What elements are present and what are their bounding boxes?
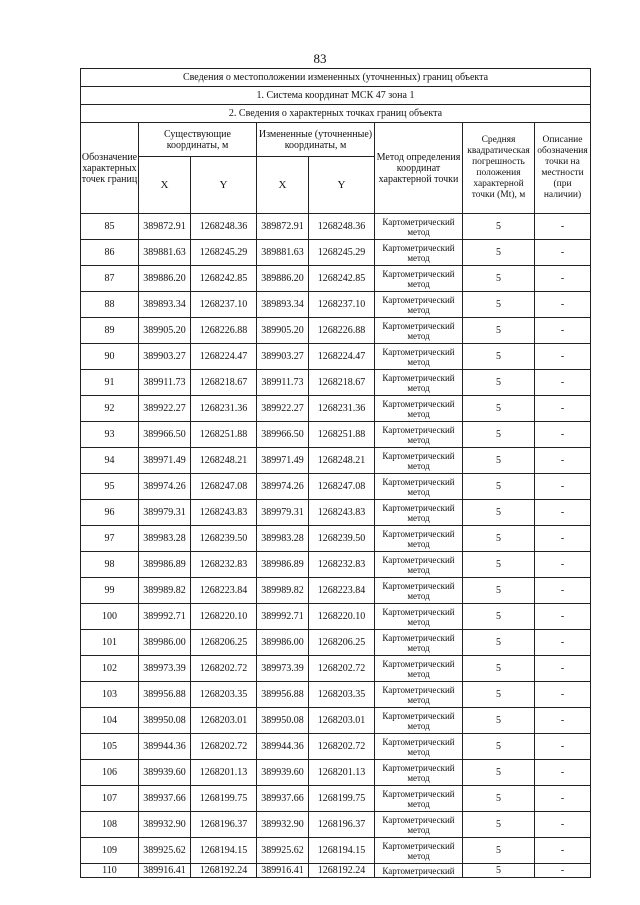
cell-existing-y: 1268201.13 — [191, 760, 257, 786]
table-row — [81, 630, 591, 656]
cell-point-id: 96 — [81, 500, 139, 526]
cell-changed-y: 1268243.83 — [309, 500, 375, 526]
cell-existing-y: 1268247.08 — [191, 474, 257, 500]
cell-existing-x: 389973.39 — [139, 656, 191, 682]
cell-description: - — [535, 864, 591, 878]
cell-accuracy: 5 — [463, 292, 535, 318]
cell-accuracy: 5 — [463, 552, 535, 578]
cell-description: - — [535, 396, 591, 422]
table-row — [81, 864, 591, 878]
cell-point-id: 107 — [81, 786, 139, 812]
cell-existing-x: 389944.36 — [139, 734, 191, 760]
cell-existing-y: 1268237.10 — [191, 292, 257, 318]
cell-existing-y: 1268206.25 — [191, 630, 257, 656]
cell-description: - — [535, 266, 591, 292]
cell-accuracy: 5 — [463, 500, 535, 526]
cell-existing-x: 389932.90 — [139, 812, 191, 838]
table-row — [81, 474, 591, 500]
table-title: Сведения о местоположении измененных (уточненных) границ объекта — [81, 69, 591, 87]
cell-description: - — [535, 656, 591, 682]
cell-existing-x: 389966.50 — [139, 422, 191, 448]
cell-method: Картометрический метод — [375, 682, 463, 708]
cell-existing-y: 1268202.72 — [191, 734, 257, 760]
cell-changed-y: 1268248.21 — [309, 448, 375, 474]
cell-existing-y: 1268194.15 — [191, 838, 257, 864]
cell-existing-y: 1268192.24 — [191, 864, 257, 878]
cell-changed-x: 389932.90 — [257, 812, 309, 838]
cell-method: Картометрический метод — [375, 214, 463, 240]
cell-accuracy: 5 — [463, 370, 535, 396]
table-row — [81, 318, 591, 344]
cell-existing-y: 1268223.84 — [191, 578, 257, 604]
header-existing-coords: Существующие координаты, м — [139, 123, 257, 157]
cell-changed-y: 1268192.24 — [309, 864, 375, 878]
cell-accuracy: 5 — [463, 474, 535, 500]
cell-method: Картометрический метод — [375, 786, 463, 812]
cell-accuracy: 5 — [463, 266, 535, 292]
cell-existing-x: 389905.20 — [139, 318, 191, 344]
cell-point-id: 101 — [81, 630, 139, 656]
cell-changed-y: 1268237.10 — [309, 292, 375, 318]
cell-description: - — [535, 786, 591, 812]
cell-method: Картометрический метод — [375, 266, 463, 292]
cell-method: Картометрический метод — [375, 630, 463, 656]
cell-existing-x: 389872.91 — [139, 214, 191, 240]
cell-changed-y: 1268223.84 — [309, 578, 375, 604]
header-y-changed: Y — [309, 157, 375, 214]
cell-accuracy: 5 — [463, 708, 535, 734]
cell-accuracy: 5 — [463, 630, 535, 656]
cell-method: Картометрический метод — [375, 448, 463, 474]
cell-changed-y: 1268203.35 — [309, 682, 375, 708]
header-method: Метод определения координат характерной точки — [375, 123, 463, 214]
table-row — [81, 344, 591, 370]
cell-existing-y: 1268242.85 — [191, 266, 257, 292]
table-row — [81, 760, 591, 786]
cell-existing-y: 1268196.37 — [191, 812, 257, 838]
cell-accuracy: 5 — [463, 318, 535, 344]
cell-changed-x: 389872.91 — [257, 214, 309, 240]
cell-existing-x: 389903.27 — [139, 344, 191, 370]
cell-changed-y: 1268194.15 — [309, 838, 375, 864]
table-row — [81, 422, 591, 448]
cell-point-id: 97 — [81, 526, 139, 552]
table-row — [81, 214, 591, 240]
cell-description: - — [535, 240, 591, 266]
cell-description: - — [535, 344, 591, 370]
cell-changed-y: 1268196.37 — [309, 812, 375, 838]
table-row — [81, 838, 591, 864]
cell-existing-y: 1268224.47 — [191, 344, 257, 370]
cell-description: - — [535, 838, 591, 864]
table-row — [81, 292, 591, 318]
cell-existing-x: 389922.27 — [139, 396, 191, 422]
table-row — [81, 396, 591, 422]
table-row — [81, 526, 591, 552]
cell-changed-y: 1268239.50 — [309, 526, 375, 552]
cell-existing-y: 1268226.88 — [191, 318, 257, 344]
cell-description: - — [535, 370, 591, 396]
header-y-existing: Y — [191, 157, 257, 214]
cell-existing-x: 389937.66 — [139, 786, 191, 812]
cell-existing-x: 389886.20 — [139, 266, 191, 292]
cell-accuracy: 5 — [463, 812, 535, 838]
cell-point-id: 105 — [81, 734, 139, 760]
cell-accuracy: 5 — [463, 656, 535, 682]
cell-existing-x: 389881.63 — [139, 240, 191, 266]
table-row — [81, 812, 591, 838]
cell-existing-x: 389983.28 — [139, 526, 191, 552]
cell-point-id: 110 — [81, 864, 139, 878]
table-row — [81, 500, 591, 526]
cell-method: Картометрический метод — [375, 812, 463, 838]
table-row — [81, 604, 591, 630]
cell-changed-x: 389971.49 — [257, 448, 309, 474]
table-row — [81, 578, 591, 604]
cell-existing-y: 1268248.21 — [191, 448, 257, 474]
cell-accuracy: 5 — [463, 682, 535, 708]
cell-changed-y: 1268202.72 — [309, 734, 375, 760]
cell-method: Картометрический метод — [375, 240, 463, 266]
cell-method: Картометрический метод — [375, 318, 463, 344]
cell-changed-x: 389950.08 — [257, 708, 309, 734]
cell-point-id: 104 — [81, 708, 139, 734]
cell-changed-x: 389939.60 — [257, 760, 309, 786]
cell-changed-x: 389974.26 — [257, 474, 309, 500]
cell-method: Картометрический метод — [375, 370, 463, 396]
cell-method: Картометрический метод — [375, 578, 463, 604]
cell-description: - — [535, 474, 591, 500]
cell-existing-y: 1268220.10 — [191, 604, 257, 630]
cell-method: Картометрический метод — [375, 526, 463, 552]
table-row — [81, 240, 591, 266]
cell-existing-x: 389893.34 — [139, 292, 191, 318]
cell-accuracy: 5 — [463, 578, 535, 604]
cell-changed-y: 1268251.88 — [309, 422, 375, 448]
cell-description: - — [535, 604, 591, 630]
cell-accuracy: 5 — [463, 786, 535, 812]
cell-changed-x: 389911.73 — [257, 370, 309, 396]
cell-method: Картометрический метод — [375, 500, 463, 526]
cell-description: - — [535, 760, 591, 786]
cell-changed-x: 389956.88 — [257, 682, 309, 708]
cell-changed-y: 1268242.85 — [309, 266, 375, 292]
cell-changed-x: 389881.63 — [257, 240, 309, 266]
cell-point-id: 99 — [81, 578, 139, 604]
cell-method: Картометрический метод — [375, 292, 463, 318]
cell-point-id: 86 — [81, 240, 139, 266]
cell-existing-y: 1268245.29 — [191, 240, 257, 266]
header-changed-coords: Измененные (уточненные) координаты, м — [257, 123, 375, 157]
cell-existing-x: 389916.41 — [139, 864, 191, 878]
page-number: 83 — [313, 51, 327, 66]
cell-changed-x: 389925.62 — [257, 838, 309, 864]
cell-changed-y: 1268247.08 — [309, 474, 375, 500]
cell-existing-y: 1268231.36 — [191, 396, 257, 422]
cell-changed-y: 1268218.67 — [309, 370, 375, 396]
cell-changed-y: 1268245.29 — [309, 240, 375, 266]
cell-point-id: 89 — [81, 318, 139, 344]
table-row — [81, 370, 591, 396]
cell-changed-x: 389983.28 — [257, 526, 309, 552]
table-row — [81, 266, 591, 292]
cell-existing-y: 1268218.67 — [191, 370, 257, 396]
cell-existing-x: 389979.31 — [139, 500, 191, 526]
cell-changed-x: 389903.27 — [257, 344, 309, 370]
cell-changed-y: 1268226.88 — [309, 318, 375, 344]
cell-existing-y: 1268232.83 — [191, 552, 257, 578]
cell-existing-x: 389925.62 — [139, 838, 191, 864]
cell-changed-x: 389966.50 — [257, 422, 309, 448]
cell-point-id: 94 — [81, 448, 139, 474]
cell-description: - — [535, 812, 591, 838]
cell-existing-x: 389956.88 — [139, 682, 191, 708]
cell-accuracy: 5 — [463, 604, 535, 630]
cell-accuracy: 5 — [463, 526, 535, 552]
cell-existing-x: 389989.82 — [139, 578, 191, 604]
cell-existing-x: 389950.08 — [139, 708, 191, 734]
cell-accuracy: 5 — [463, 838, 535, 864]
cell-method: Картометрический метод — [375, 552, 463, 578]
cell-changed-x: 389944.36 — [257, 734, 309, 760]
cell-changed-x: 389973.39 — [257, 656, 309, 682]
table-row — [81, 734, 591, 760]
cell-accuracy: 5 — [463, 240, 535, 266]
cell-method: Картометрический метод — [375, 734, 463, 760]
cell-changed-y: 1268203.01 — [309, 708, 375, 734]
cell-existing-x: 389986.89 — [139, 552, 191, 578]
cell-point-id: 103 — [81, 682, 139, 708]
cell-point-id: 92 — [81, 396, 139, 422]
table-row — [81, 708, 591, 734]
cell-accuracy: 5 — [463, 448, 535, 474]
cell-changed-y: 1268231.36 — [309, 396, 375, 422]
cell-point-id: 85 — [81, 214, 139, 240]
cell-changed-x: 389992.71 — [257, 604, 309, 630]
cell-accuracy: 5 — [463, 422, 535, 448]
cell-existing-y: 1268202.72 — [191, 656, 257, 682]
cell-method: Картометрический метод — [375, 760, 463, 786]
cell-description: - — [535, 214, 591, 240]
cell-description: - — [535, 292, 591, 318]
cell-description: - — [535, 526, 591, 552]
cell-description: - — [535, 708, 591, 734]
cell-existing-x: 389974.26 — [139, 474, 191, 500]
cell-method: Картометрический метод — [375, 708, 463, 734]
cell-changed-y: 1268224.47 — [309, 344, 375, 370]
cell-point-id: 88 — [81, 292, 139, 318]
table-row — [81, 786, 591, 812]
cell-point-id: 109 — [81, 838, 139, 864]
cell-point-id: 87 — [81, 266, 139, 292]
cell-changed-x: 389937.66 — [257, 786, 309, 812]
cell-method: Картометрический метод — [375, 656, 463, 682]
cell-point-id: 100 — [81, 604, 139, 630]
cell-point-id: 95 — [81, 474, 139, 500]
cell-changed-y: 1268206.25 — [309, 630, 375, 656]
cell-changed-x: 389922.27 — [257, 396, 309, 422]
cell-changed-y: 1268199.75 — [309, 786, 375, 812]
table-row — [81, 682, 591, 708]
cell-method: Картометрический метод — [375, 422, 463, 448]
cell-point-id: 106 — [81, 760, 139, 786]
header-designation: Обозначение характерных точек границ — [81, 123, 139, 214]
cell-existing-x: 389986.00 — [139, 630, 191, 656]
cell-changed-x: 389986.89 — [257, 552, 309, 578]
cell-point-id: 90 — [81, 344, 139, 370]
table-row — [81, 656, 591, 682]
cell-changed-y: 1268202.72 — [309, 656, 375, 682]
cell-changed-x: 389886.20 — [257, 266, 309, 292]
cell-method: Картометрический метод — [375, 396, 463, 422]
cell-accuracy: 5 — [463, 760, 535, 786]
cell-existing-y: 1268199.75 — [191, 786, 257, 812]
cell-accuracy: 5 — [463, 344, 535, 370]
cell-description: - — [535, 578, 591, 604]
cell-description: - — [535, 552, 591, 578]
cell-description: - — [535, 734, 591, 760]
cell-point-id: 93 — [81, 422, 139, 448]
cell-existing-x: 389992.71 — [139, 604, 191, 630]
header-x-changed: X — [257, 157, 309, 214]
cell-point-id: 91 — [81, 370, 139, 396]
cell-changed-x: 389905.20 — [257, 318, 309, 344]
cell-method: Картометрический метод — [375, 604, 463, 630]
cell-changed-y: 1268232.83 — [309, 552, 375, 578]
cell-accuracy: 5 — [463, 864, 535, 878]
header-description: Описание обозначения точки на местности (при наличии) — [535, 123, 591, 214]
cell-description: - — [535, 630, 591, 656]
cell-accuracy: 5 — [463, 734, 535, 760]
cell-point-id: 108 — [81, 812, 139, 838]
cell-existing-y: 1268243.83 — [191, 500, 257, 526]
cell-changed-x: 389979.31 — [257, 500, 309, 526]
cell-existing-x: 389911.73 — [139, 370, 191, 396]
boundary-points-table — [80, 68, 591, 878]
cell-method: Картометрический — [375, 864, 463, 878]
points-section-heading: 2. Сведения о характерных точках границ объекта — [81, 105, 591, 123]
cell-existing-y: 1268203.35 — [191, 682, 257, 708]
table-row — [81, 448, 591, 474]
cell-existing-y: 1268239.50 — [191, 526, 257, 552]
cell-description: - — [535, 500, 591, 526]
cell-point-id: 102 — [81, 656, 139, 682]
header-x-existing: X — [139, 157, 191, 214]
cell-changed-y: 1268220.10 — [309, 604, 375, 630]
cell-description: - — [535, 682, 591, 708]
coordinate-system-heading: 1. Система координат МСК 47 зона 1 — [81, 87, 591, 105]
table-row — [81, 552, 591, 578]
cell-existing-y: 1268248.36 — [191, 214, 257, 240]
header-accuracy: Средняя квадратическая погрешность положения характерной точки (Mt), м — [463, 123, 535, 214]
cell-changed-x: 389986.00 — [257, 630, 309, 656]
cell-changed-y: 1268248.36 — [309, 214, 375, 240]
cell-existing-x: 389971.49 — [139, 448, 191, 474]
cell-accuracy: 5 — [463, 214, 535, 240]
cell-existing-x: 389939.60 — [139, 760, 191, 786]
cell-existing-y: 1268203.01 — [191, 708, 257, 734]
cell-changed-y: 1268201.13 — [309, 760, 375, 786]
cell-changed-x: 389989.82 — [257, 578, 309, 604]
cell-accuracy: 5 — [463, 396, 535, 422]
cell-changed-x: 389916.41 — [257, 864, 309, 878]
cell-description: - — [535, 448, 591, 474]
cell-existing-y: 1268251.88 — [191, 422, 257, 448]
cell-description: - — [535, 318, 591, 344]
cell-point-id: 98 — [81, 552, 139, 578]
cell-method: Картометрический метод — [375, 344, 463, 370]
cell-method: Картометрический метод — [375, 838, 463, 864]
cell-description: - — [535, 422, 591, 448]
cell-method: Картометрический метод — [375, 474, 463, 500]
cell-changed-x: 389893.34 — [257, 292, 309, 318]
